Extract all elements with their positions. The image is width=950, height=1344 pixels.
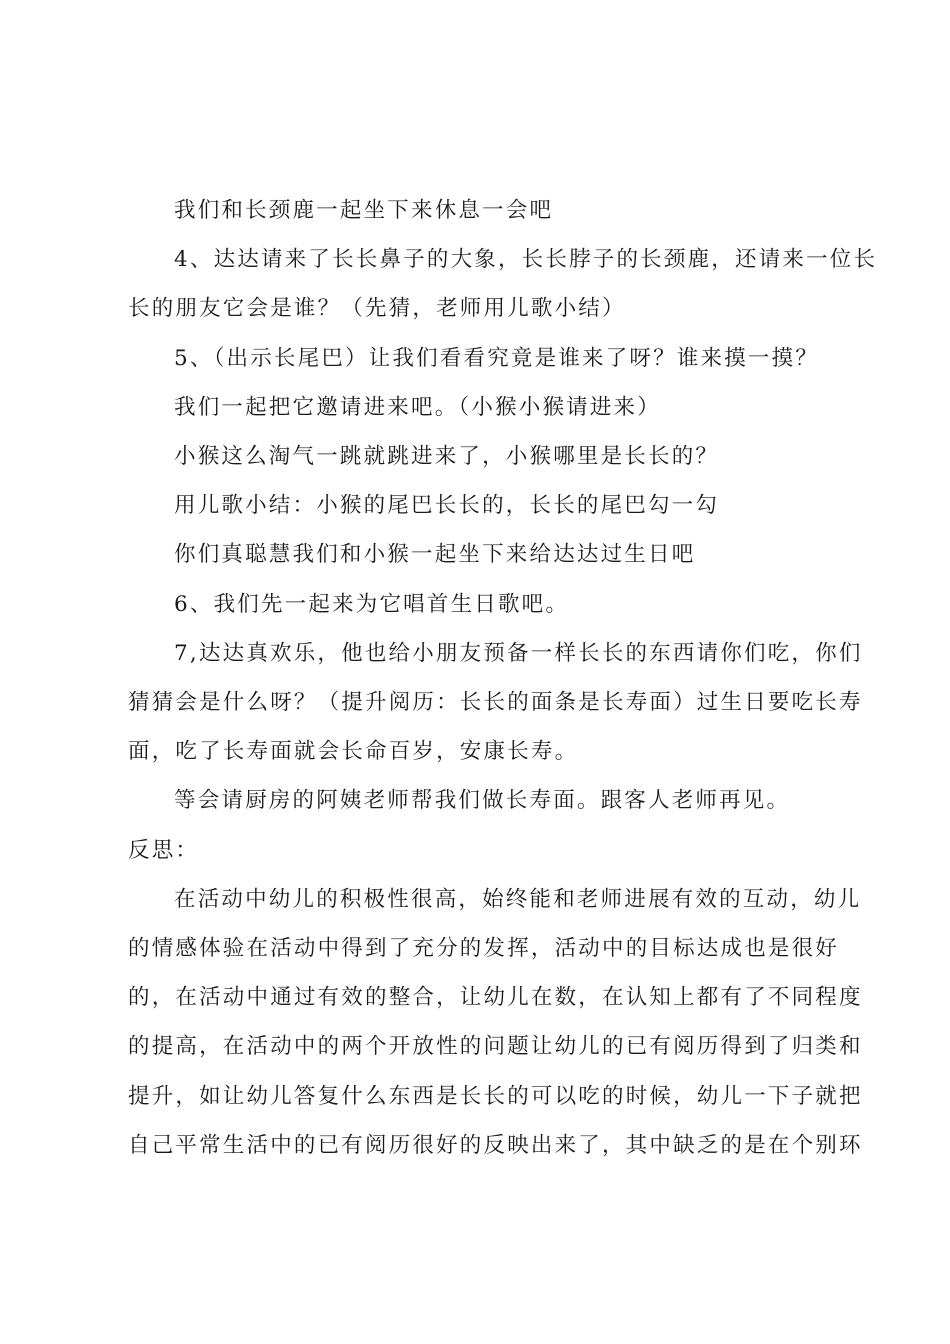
- paragraph: [128, 186, 832, 235]
- text-line: 我们和长颈鹿一起坐下来休息一会吧: [174, 198, 554, 223]
- paragraph: [128, 334, 832, 383]
- text-line: 4、达达请来了长长鼻子的大象，长长脖子的长颈鹿，还请来一位长: [174, 247, 878, 273]
- text-line: 猜猜会是什么呀？（提升阅历：长长的面条是长寿面）过生日要吃长寿: [128, 690, 863, 716]
- text-line: 提升，如让幼儿答复什么东西是长长的可以吃的时候，幼儿一下子就把: [128, 1083, 863, 1109]
- paragraph: [128, 776, 832, 825]
- section-heading-reflection: [128, 826, 832, 875]
- text-line: 5、（出示长尾巴）让我们看看究竟是谁来了呀？谁来摸一摸？: [174, 345, 820, 371]
- text-line: 用儿歌小结：小猴的尾巴长长的，长长的尾巴勾一勾: [174, 493, 720, 519]
- paragraph: [128, 383, 832, 432]
- text-line: 等会请厨房的阿姨老师帮我们做长寿面。跟客人老师再见。: [174, 788, 791, 814]
- text-line: 6、我们先一起来为它唱首生日歌吧。: [174, 591, 570, 617]
- paragraph: [128, 580, 832, 629]
- paragraph: [128, 235, 878, 333]
- text-line: 小猴这么淘气一跳就跳进来了，小猴哪里是长长的？: [174, 444, 720, 470]
- text-line: 我们一起把它邀请进来吧。（小猴小猴请进来）: [174, 394, 661, 420]
- text-line: 的情感体验在活动中得到了充分的发挥，活动中的目标达成也是很好: [128, 936, 840, 962]
- text-line: 7,达达真欢乐，他也给小朋友预备一样长长的东西请你们吃，你们: [174, 640, 863, 666]
- text-line: 你们真聪慧我们和小猴一起坐下来给达达过生日吧: [174, 542, 696, 568]
- text-line: 反思：: [128, 837, 200, 863]
- paragraph: [128, 629, 863, 777]
- paragraph: [128, 530, 832, 579]
- text-line: 在活动中幼儿的积极性很高，始终能和老师进展有效的互动，幼儿: [174, 886, 862, 912]
- text-line: 自己平常生活中的已有阅历很好的反映出来了，其中缺乏的是在个别环: [128, 1132, 863, 1158]
- paragraph: [128, 875, 863, 1170]
- text-line: 长的朋友它会是谁？（先猜，老师用儿歌小结）: [128, 296, 626, 322]
- text-line: 的提高，在活动中的两个开放性的问题让幼儿的已有阅历得到了归类和: [128, 1034, 863, 1060]
- text-line: 的，在活动中通过有效的整合，让幼儿在数，在认知上都有了不同程度: [128, 985, 863, 1011]
- text-line: 面，吃了长寿面就会长命百岁，安康长寿。: [128, 739, 579, 765]
- paragraph: [128, 432, 832, 481]
- document-body: [128, 186, 878, 1170]
- paragraph: [128, 481, 832, 530]
